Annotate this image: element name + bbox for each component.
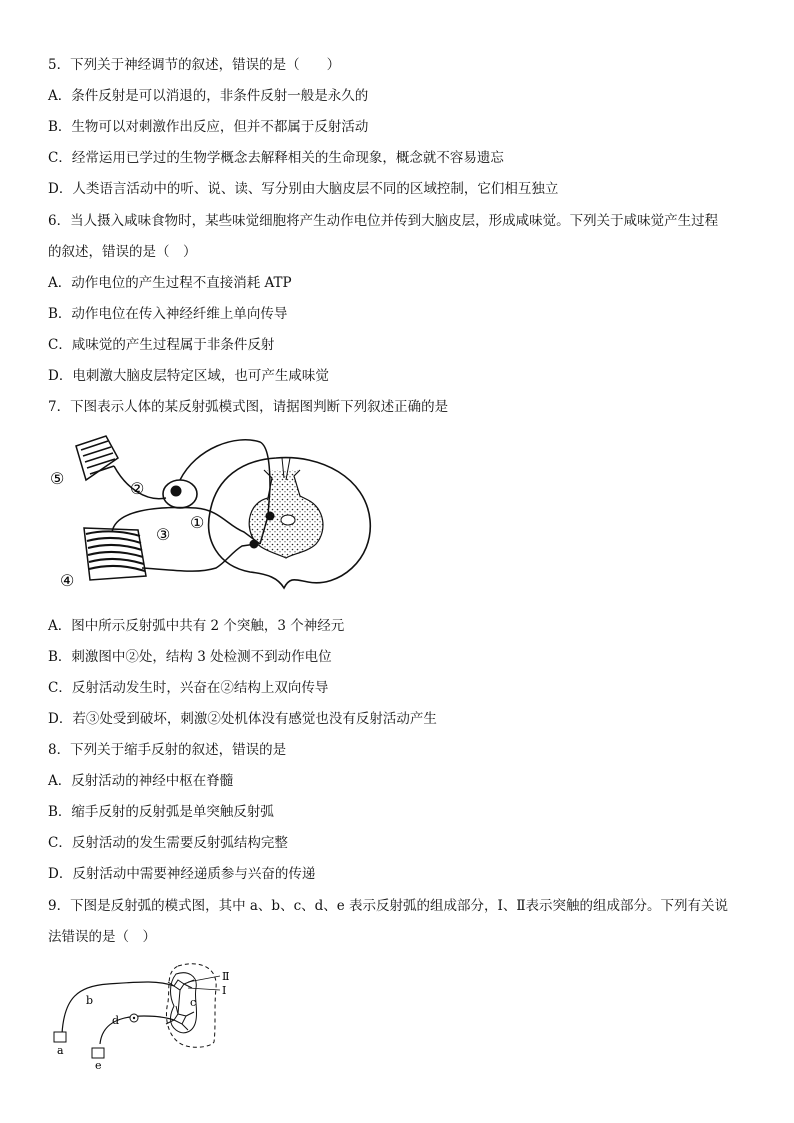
label-I: Ⅰ <box>222 984 227 997</box>
q5-option-b: B．生物可以对刺激作出反应，但并不都属于反射活动 <box>48 119 369 135</box>
label-a: a <box>57 1044 64 1057</box>
q9-stem-line1: 9．下图是反射弧的模式图，其中 a、b、c、d、e 表示反射弧的组成部分，Ⅰ、Ⅱ表示突触的组成部分。下列有关说 <box>48 898 729 914</box>
q5-option-a: A．条件反射是可以消退的，非条件反射一般是永久的 <box>48 88 369 104</box>
label-d: d <box>112 1014 120 1027</box>
q7-option-d: D．若③处受到破坏，刺激②处机体没有感觉也没有反射活动产生 <box>48 711 437 727</box>
q7-option-a: A．图中所示反射弧中共有 2 个突触，3 个神经元 <box>48 618 345 634</box>
q6-option-a: A．动作电位的产生过程不直接消耗 ATP <box>48 275 292 291</box>
q6-option-c: C．咸味觉的产生过程属于非条件反射 <box>48 337 275 353</box>
interneuron-body <box>266 512 275 521</box>
label-3: ③ <box>156 525 171 544</box>
effector-muscle <box>84 528 146 580</box>
reflex-arc-figure-2 <box>48 958 248 1070</box>
effector-box <box>92 1048 104 1058</box>
receptor-skin <box>76 436 118 480</box>
label-e: e <box>95 1059 102 1072</box>
q9-stem-line2: 法错误的是（ ） <box>48 929 156 945</box>
q8-option-d: D．反射活动中需要神经递质参与兴奋的传递 <box>48 866 316 882</box>
q7-stem: 7．下图表示人体的某反射弧模式图，请据图判断下列叙述正确的是 <box>48 399 449 415</box>
receptor-box <box>54 1032 66 1042</box>
dorsal-root-ganglion <box>163 480 197 508</box>
label-c: c <box>190 996 197 1009</box>
q8-option-c: C．反射活动的发生需要反射弧结构完整 <box>48 835 288 851</box>
q5-stem: 5．下列关于神经调节的叙述，错误的是（ ） <box>48 57 341 73</box>
label-4: ④ <box>60 571 75 590</box>
q8-option-b: B．缩手反射的反射弧是单突触反射弧 <box>48 804 274 820</box>
reflex-arc-figure-1 <box>46 428 386 600</box>
label-5: ⑤ <box>50 469 65 488</box>
label-II: Ⅱ <box>222 970 230 983</box>
q6-stem-line2: 的叙述，错误的是（ ） <box>48 244 197 260</box>
q7-option-b: B．刺激图中②处，结构 3 处检测不到动作电位 <box>48 649 332 665</box>
q8-option-a: A．反射活动的神经中枢在脊髓 <box>48 773 234 789</box>
q5-option-d: D．人类语言活动中的听、说、读、写分别由大脑皮层不同的区域控制，它们相互独立 <box>48 181 559 197</box>
q8-stem: 8．下列关于缩手反射的叙述，错误的是 <box>48 742 287 758</box>
q6-option-d: D．电刺激大脑皮层特定区域，也可产生咸味觉 <box>48 368 329 384</box>
spinal-cord-section <box>209 458 371 588</box>
label-2: ② <box>130 479 145 498</box>
motor-neuron-body <box>250 540 259 549</box>
q5-option-c: C．经常运用已学过的生物学概念去解释相关的生命现象，概念就不容易遗忘 <box>48 150 504 166</box>
q6-stem-line1: 6．当人摄入咸味食物时，某些味觉细胞将产生动作电位并传到大脑皮层，形成咸味觉。下列关于咸味觉产生过程 <box>48 213 719 229</box>
label-b: b <box>86 994 94 1007</box>
q7-option-c: C．反射活动发生时，兴奋在②结构上双向传导 <box>48 680 329 696</box>
label-1: ① <box>190 513 205 532</box>
q6-option-b: B．动作电位在传入神经纤维上单向传导 <box>48 306 288 322</box>
